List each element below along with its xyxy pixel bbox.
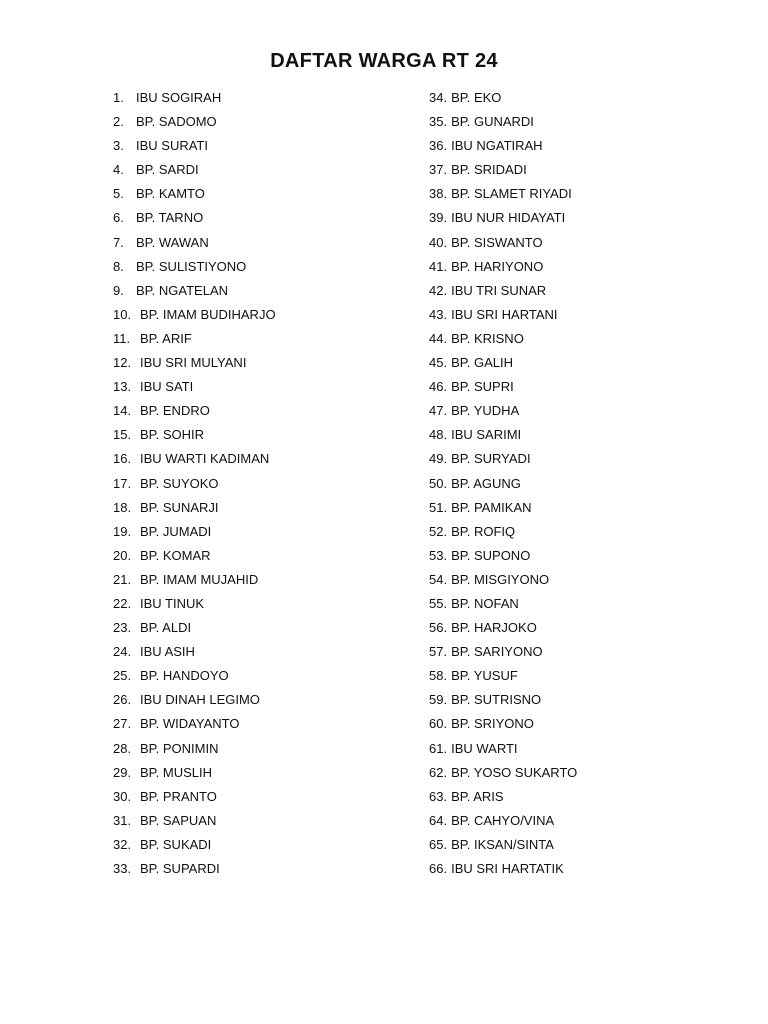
item-number: 13. bbox=[113, 379, 132, 395]
resident-name: IBU SRI HARTANI bbox=[451, 306, 558, 322]
item-number: 2. bbox=[113, 114, 124, 130]
resident-name: IBU SRI HARTATIK bbox=[451, 861, 564, 876]
resident-name: BP. NOFAN bbox=[451, 595, 519, 611]
resident-name: BP. SARIYONO bbox=[451, 644, 543, 660]
resident-name: BP. CAHYO/VINA bbox=[451, 812, 555, 828]
resident-name: BP. SUTRISNO bbox=[451, 692, 542, 708]
resident-name: BP. IMAM BUDIHARJO bbox=[140, 306, 276, 322]
list-item bbox=[429, 712, 729, 736]
resident-name: BP. YUSUF bbox=[451, 668, 518, 684]
resident-name: BP. ROFIQ bbox=[451, 523, 516, 539]
list-item bbox=[113, 785, 413, 809]
item-number: 22. bbox=[113, 595, 132, 611]
resident-name: IBU SATI bbox=[140, 379, 194, 395]
resident-name: BP. KOMAR bbox=[140, 547, 211, 563]
item-number: 66. bbox=[429, 861, 448, 876]
list-item bbox=[113, 423, 413, 447]
list-item bbox=[113, 833, 413, 857]
resident-name: BP. TARNO bbox=[136, 210, 204, 226]
resident-name: BP. IMAM MUJAHID bbox=[140, 571, 259, 587]
item-number: 24. bbox=[113, 644, 132, 660]
item-number: 63. bbox=[429, 788, 448, 804]
list-item bbox=[113, 520, 413, 544]
item-number: 14. bbox=[113, 403, 132, 419]
item-number: 21. bbox=[113, 571, 132, 587]
resident-list-left bbox=[113, 86, 413, 881]
resident-name: BP. ARIS bbox=[451, 788, 504, 804]
item-number: 4. bbox=[113, 162, 124, 178]
resident-name: BP. SUPRI bbox=[451, 379, 514, 395]
resident-name: BP. EKO bbox=[451, 90, 502, 105]
list-item bbox=[113, 737, 413, 761]
item-number: 27. bbox=[113, 716, 132, 732]
resident-name: IBU TRI SUNAR bbox=[451, 282, 547, 298]
resident-name: BP. SUPARDI bbox=[140, 861, 220, 876]
resident-name: BP. MISGIYONO bbox=[451, 571, 550, 587]
resident-name: IBU WARTI KADIMAN bbox=[140, 451, 270, 467]
item-number: 12. bbox=[113, 355, 132, 371]
list-item bbox=[429, 785, 729, 809]
resident-name: BP. HARJOKO bbox=[451, 620, 537, 636]
resident-name: BP. SISWANTO bbox=[451, 234, 543, 250]
resident-name: IBU SARIMI bbox=[451, 427, 522, 443]
item-number: 51. bbox=[429, 499, 448, 515]
list-item bbox=[429, 544, 729, 568]
list-item bbox=[429, 182, 729, 206]
resident-name: BP. ALDI bbox=[140, 620, 192, 636]
resident-name: IBU NGATIRAH bbox=[451, 138, 543, 154]
item-number: 57. bbox=[429, 644, 448, 660]
list-item bbox=[429, 833, 729, 857]
resident-name: IBU ASIH bbox=[140, 644, 195, 660]
item-number: 50. bbox=[429, 475, 448, 491]
item-number: 62. bbox=[429, 764, 448, 780]
item-number: 60. bbox=[429, 716, 448, 732]
item-number: 7. bbox=[113, 234, 124, 250]
list-item bbox=[113, 134, 413, 158]
list-item bbox=[429, 279, 729, 303]
item-number: 64. bbox=[429, 812, 448, 828]
list-item bbox=[113, 327, 413, 351]
resident-name: BP. IKSAN/SINTA bbox=[451, 836, 554, 852]
item-number: 9. bbox=[113, 282, 124, 298]
item-number: 1. bbox=[113, 90, 124, 105]
item-number: 53. bbox=[429, 547, 448, 563]
resident-name: BP. SRIDADI bbox=[451, 162, 527, 178]
resident-name: BP. SADOMO bbox=[136, 114, 217, 130]
list-item bbox=[429, 327, 729, 351]
list-item bbox=[429, 640, 729, 664]
resident-name: BP. SARDI bbox=[136, 162, 199, 178]
resident-name: BP. JUMADI bbox=[140, 523, 212, 539]
resident-name: BP. NGATELAN bbox=[136, 282, 228, 298]
item-number: 33. bbox=[113, 861, 132, 876]
item-number: 10. bbox=[113, 306, 132, 322]
item-number: 20. bbox=[113, 547, 132, 563]
item-number: 5. bbox=[113, 186, 124, 202]
list-item bbox=[429, 688, 729, 712]
resident-list-right bbox=[429, 86, 729, 881]
list-item bbox=[113, 351, 413, 375]
resident-name: BP. MUSLIH bbox=[140, 764, 213, 780]
resident-name: BP. YUDHA bbox=[451, 403, 520, 419]
list-item bbox=[113, 616, 413, 640]
list-item bbox=[429, 351, 729, 375]
resident-name: IBU TINUK bbox=[140, 595, 205, 611]
list-item bbox=[429, 664, 729, 688]
resident-name: BP. PRANTO bbox=[140, 788, 217, 804]
list-item bbox=[113, 761, 413, 785]
list-item bbox=[113, 158, 413, 182]
item-number: 49. bbox=[429, 451, 448, 467]
resident-name: BP. HANDOYO bbox=[140, 668, 229, 684]
item-number: 59. bbox=[429, 692, 448, 708]
list-item bbox=[113, 472, 413, 496]
item-number: 35. bbox=[429, 114, 448, 130]
list-item bbox=[429, 592, 729, 616]
list-item bbox=[429, 423, 729, 447]
list-item bbox=[113, 375, 413, 399]
resident-name: BP. YOSO SUKARTO bbox=[451, 764, 578, 780]
item-number: 61. bbox=[429, 740, 448, 756]
list-item bbox=[429, 134, 729, 158]
page-title: DAFTAR WARGA RT 24 bbox=[270, 50, 498, 72]
item-number: 48. bbox=[429, 427, 448, 443]
item-number: 43. bbox=[429, 306, 448, 322]
item-number: 54. bbox=[429, 571, 448, 587]
resident-name: BP. PONIMIN bbox=[140, 740, 219, 756]
list-item bbox=[429, 86, 729, 110]
list-item bbox=[113, 182, 413, 206]
item-number: 52. bbox=[429, 523, 448, 539]
list-item bbox=[429, 857, 729, 881]
item-number: 17. bbox=[113, 475, 132, 491]
item-number: 26. bbox=[113, 692, 132, 708]
resident-name: BP. SURYADI bbox=[451, 451, 531, 467]
list-item bbox=[113, 231, 413, 255]
list-item bbox=[113, 857, 413, 881]
list-item bbox=[429, 737, 729, 761]
resident-name: BP. SULISTIYONO bbox=[136, 258, 247, 274]
list-item bbox=[429, 809, 729, 833]
resident-name: BP. ENDRO bbox=[140, 403, 210, 419]
list-item bbox=[113, 399, 413, 423]
resident-name: IBU SOGIRAH bbox=[136, 90, 222, 105]
list-item bbox=[113, 447, 413, 471]
list-item bbox=[113, 279, 413, 303]
item-number: 46. bbox=[429, 379, 448, 395]
list-item bbox=[113, 809, 413, 833]
list-item bbox=[113, 640, 413, 664]
item-number: 29. bbox=[113, 764, 132, 780]
item-number: 30. bbox=[113, 788, 132, 804]
list-item bbox=[429, 761, 729, 785]
list-item bbox=[429, 231, 729, 255]
item-number: 38. bbox=[429, 186, 448, 202]
resident-name: BP. SOHIR bbox=[140, 427, 205, 443]
item-number: 65. bbox=[429, 836, 448, 852]
resident-name: IBU WARTI bbox=[451, 740, 518, 756]
item-number: 41. bbox=[429, 258, 448, 274]
resident-name: BP. SLAMET RIYADI bbox=[451, 186, 572, 202]
item-number: 40. bbox=[429, 234, 448, 250]
list-item bbox=[113, 110, 413, 134]
item-number: 31. bbox=[113, 812, 132, 828]
resident-name: BP. HARIYONO bbox=[451, 258, 544, 274]
list-item bbox=[113, 544, 413, 568]
resident-name: BP. WIDAYANTO bbox=[140, 716, 240, 732]
list-item bbox=[429, 520, 729, 544]
list-item bbox=[113, 568, 413, 592]
resident-name: BP. SAPUAN bbox=[140, 812, 217, 828]
item-number: 23. bbox=[113, 620, 132, 636]
item-number: 6. bbox=[113, 210, 124, 226]
list-item bbox=[113, 255, 413, 279]
list-item bbox=[113, 688, 413, 712]
item-number: 45. bbox=[429, 355, 448, 371]
item-number: 25. bbox=[113, 668, 132, 684]
list-item bbox=[429, 447, 729, 471]
resident-name: BP. WAWAN bbox=[136, 234, 209, 250]
list-item bbox=[429, 303, 729, 327]
item-number: 16. bbox=[113, 451, 132, 467]
item-number: 36. bbox=[429, 138, 448, 154]
item-number: 55. bbox=[429, 595, 448, 611]
item-number: 39. bbox=[429, 210, 448, 226]
resident-name: BP. GUNARDI bbox=[451, 114, 534, 130]
resident-name: IBU SURATI bbox=[136, 138, 208, 154]
resident-name: BP. SUNARJI bbox=[140, 499, 219, 515]
item-number: 47. bbox=[429, 403, 448, 419]
item-number: 15. bbox=[113, 427, 132, 443]
list-item bbox=[113, 206, 413, 230]
resident-name: IBU DINAH LEGIMO bbox=[140, 692, 260, 708]
resident-name: BP. AGUNG bbox=[451, 475, 521, 491]
item-number: 11. bbox=[113, 330, 131, 346]
item-number: 42. bbox=[429, 282, 448, 298]
list-item bbox=[429, 399, 729, 423]
list-item bbox=[113, 592, 413, 616]
item-number: 19. bbox=[113, 523, 132, 539]
resident-name: BP. PAMIKAN bbox=[451, 499, 532, 515]
item-number: 34. bbox=[429, 90, 448, 105]
resident-name: BP. SRIYONO bbox=[451, 716, 534, 732]
item-number: 8. bbox=[113, 258, 124, 274]
item-number: 56. bbox=[429, 620, 448, 636]
list-item bbox=[113, 303, 413, 327]
item-number: 28. bbox=[113, 740, 132, 756]
list-item bbox=[429, 496, 729, 520]
item-number: 44. bbox=[429, 330, 448, 346]
item-number: 3. bbox=[113, 138, 124, 154]
resident-name: BP. SUKADI bbox=[140, 836, 212, 852]
resident-name: BP. ARIF bbox=[140, 330, 192, 346]
resident-name: IBU NUR HIDAYATI bbox=[451, 210, 566, 226]
item-number: 37. bbox=[429, 162, 448, 178]
item-number: 32. bbox=[113, 836, 132, 852]
item-number: 58. bbox=[429, 668, 448, 684]
resident-name: BP. KRISNO bbox=[451, 330, 524, 346]
resident-name: BP. SUYOKO bbox=[140, 475, 219, 491]
resident-name: BP. GALIH bbox=[451, 355, 513, 371]
list-item bbox=[429, 375, 729, 399]
item-number: 18. bbox=[113, 499, 132, 515]
list-item bbox=[429, 110, 729, 134]
list-item bbox=[429, 206, 729, 230]
resident-name: IBU SRI MULYANI bbox=[140, 355, 247, 371]
resident-name: BP. KAMTO bbox=[136, 186, 205, 202]
list-item bbox=[429, 616, 729, 640]
resident-name: BP. SUPONO bbox=[451, 547, 531, 563]
list-item bbox=[113, 664, 413, 688]
list-item bbox=[429, 255, 729, 279]
list-item bbox=[113, 86, 413, 110]
list-item bbox=[113, 712, 413, 736]
list-item bbox=[429, 158, 729, 182]
list-item bbox=[429, 472, 729, 496]
list-item bbox=[113, 496, 413, 520]
list-item bbox=[429, 568, 729, 592]
